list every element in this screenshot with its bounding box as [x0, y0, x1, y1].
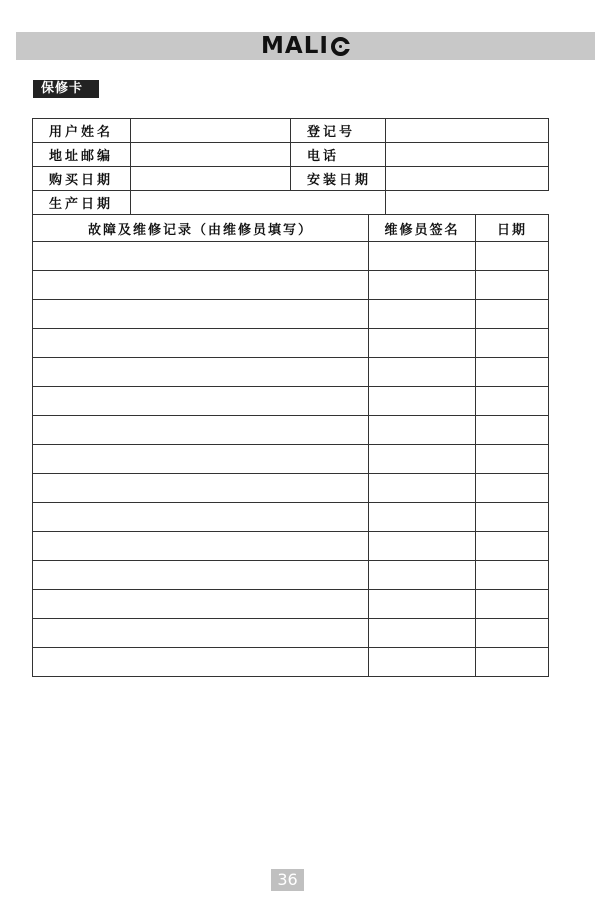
table-row — [33, 416, 549, 445]
technician-signature-cell[interactable] — [369, 300, 476, 329]
fault-record-cell[interactable] — [33, 445, 369, 474]
record-date-cell[interactable] — [476, 358, 549, 387]
technician-signature-cell[interactable] — [369, 590, 476, 619]
install-date-field[interactable] — [386, 167, 549, 191]
technician-signature-cell[interactable] — [369, 648, 476, 677]
customer-info-table — [32, 118, 549, 215]
technician-signature-cell[interactable] — [369, 329, 476, 358]
fault-record-header: 故障及维修记录（由维修员填写） — [33, 215, 369, 242]
record-date-cell[interactable] — [476, 590, 549, 619]
table-row — [33, 445, 549, 474]
purchase-date-field[interactable] — [131, 167, 291, 191]
record-header-row — [33, 215, 549, 242]
fault-record-cell[interactable] — [33, 474, 369, 503]
record-date-cell[interactable] — [476, 532, 549, 561]
fault-record-cell[interactable] — [33, 271, 369, 300]
technician-signature-cell[interactable] — [369, 532, 476, 561]
technician-signature-cell[interactable] — [369, 271, 476, 300]
record-date-cell[interactable] — [476, 300, 549, 329]
technician-signature-cell[interactable] — [369, 358, 476, 387]
table-row — [33, 503, 549, 532]
record-date-cell[interactable] — [476, 329, 549, 358]
phone-label: 电话 — [291, 143, 386, 167]
record-date-cell[interactable] — [476, 387, 549, 416]
address-field[interactable] — [131, 143, 291, 167]
record-body — [33, 242, 549, 677]
record-date-cell[interactable] — [476, 416, 549, 445]
technician-signature-cell[interactable] — [369, 561, 476, 590]
install-date-label: 安装日期 — [291, 167, 386, 191]
fault-record-cell[interactable] — [33, 300, 369, 329]
table-row — [33, 300, 549, 329]
repair-record-table — [32, 214, 549, 677]
fault-record-cell[interactable] — [33, 242, 369, 271]
name-field[interactable] — [131, 119, 291, 143]
name-label: 用户姓名 — [33, 119, 131, 143]
fault-record-cell[interactable] — [33, 416, 369, 445]
fault-record-cell[interactable] — [33, 358, 369, 387]
record-date-header: 日期 — [476, 215, 549, 242]
header-bar — [16, 32, 595, 60]
table-row — [33, 561, 549, 590]
circle-o-icon — [331, 37, 350, 56]
info-row — [33, 167, 549, 191]
record-date-cell[interactable] — [476, 474, 549, 503]
register-no-label: 登记号 — [291, 119, 386, 143]
fault-record-cell[interactable] — [33, 329, 369, 358]
production-date-field[interactable] — [131, 191, 386, 215]
brand-text: MALI — [261, 33, 329, 59]
fault-record-cell[interactable] — [33, 619, 369, 648]
fault-record-cell[interactable] — [33, 561, 369, 590]
technician-signature-cell[interactable] — [369, 619, 476, 648]
technician-signature-cell[interactable] — [369, 387, 476, 416]
info-row — [33, 191, 549, 215]
record-date-cell[interactable] — [476, 648, 549, 677]
record-date-cell[interactable] — [476, 271, 549, 300]
section-label: 保修卡 — [33, 80, 99, 98]
fault-record-cell[interactable] — [33, 590, 369, 619]
table-row — [33, 242, 549, 271]
register-no-field[interactable] — [386, 119, 549, 143]
info-row — [33, 119, 549, 143]
table-row — [33, 387, 549, 416]
table-row — [33, 532, 549, 561]
table-row — [33, 474, 549, 503]
table-row — [33, 619, 549, 648]
record-date-cell[interactable] — [476, 503, 549, 532]
address-label: 地址邮编 — [33, 143, 131, 167]
technician-signature-cell[interactable] — [369, 416, 476, 445]
technician-signature-cell[interactable] — [369, 474, 476, 503]
record-date-cell[interactable] — [476, 561, 549, 590]
table-row — [33, 271, 549, 300]
production-date-label: 生产日期 — [33, 191, 131, 215]
table-row — [33, 329, 549, 358]
brand-logo — [16, 32, 595, 60]
technician-signature-cell[interactable] — [369, 445, 476, 474]
technician-signature-cell[interactable] — [369, 242, 476, 271]
record-date-cell[interactable] — [476, 619, 549, 648]
fault-record-cell[interactable] — [33, 503, 369, 532]
phone-field[interactable] — [386, 143, 549, 167]
technician-signature-header: 维修员签名 — [369, 215, 476, 242]
fault-record-cell[interactable] — [33, 648, 369, 677]
table-row — [33, 590, 549, 619]
purchase-date-label: 购买日期 — [33, 167, 131, 191]
table-row — [33, 358, 549, 387]
technician-signature-cell[interactable] — [369, 503, 476, 532]
record-date-cell[interactable] — [476, 445, 549, 474]
record-date-cell[interactable] — [476, 242, 549, 271]
page-number: 36 — [271, 869, 304, 891]
fault-record-cell[interactable] — [33, 387, 369, 416]
table-row — [33, 648, 549, 677]
info-row — [33, 143, 549, 167]
fault-record-cell[interactable] — [33, 532, 369, 561]
